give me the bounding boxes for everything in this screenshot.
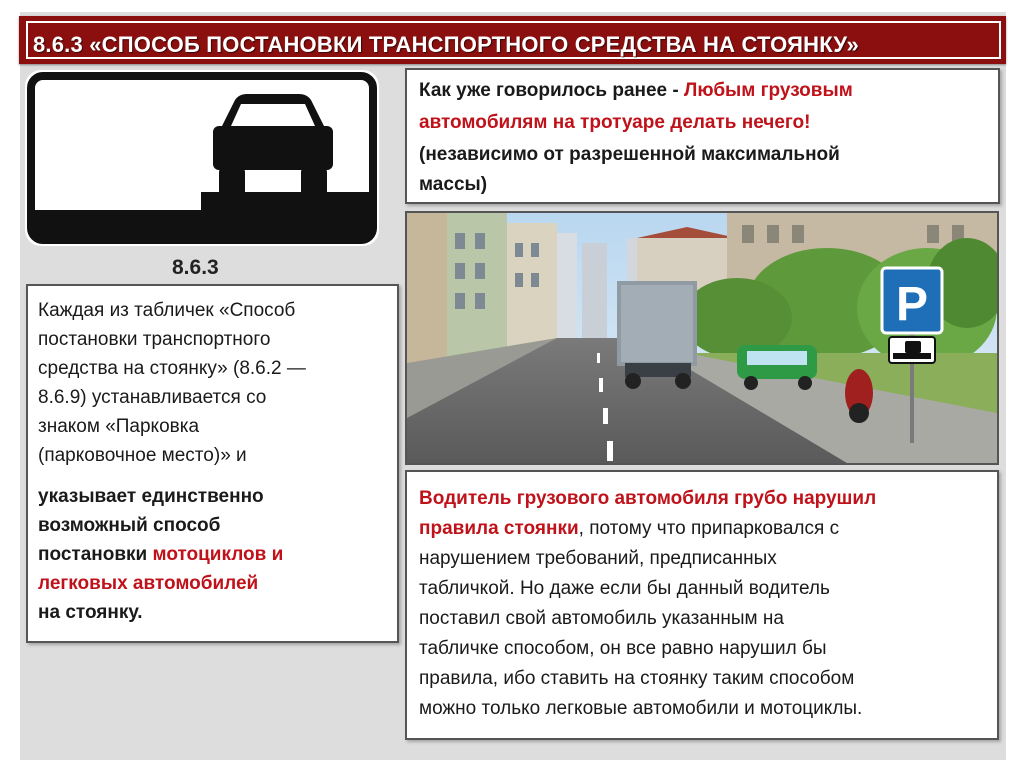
text-line: правила, ибо ставить на стоянку таким способом (419, 668, 855, 689)
car-on-sidewalk-plate-icon (25, 70, 379, 246)
text-line: табличке способом, он все равно нарушил бы (419, 638, 827, 659)
text-line: (парковочное место)» и (38, 445, 247, 466)
text-line-bold: на стоянку. (38, 602, 143, 623)
text-line: средства на стоянку» (8.6.2 — (38, 358, 306, 379)
parking-sign-letter: P (895, 278, 929, 331)
street-scene-truck-on-sidewalk-image (405, 211, 999, 465)
sign-number: 8.6.3 (172, 256, 219, 279)
page-title: 8.6.3 «СПОСОБ ПОСТАНОВКИ ТРАНСПОРТНОГО СРЕДСТВА НА СТОЯНКУ» (33, 32, 859, 57)
text-line-red: легковых автомобилей (38, 573, 259, 594)
text-line-mixed (419, 514, 839, 543)
text-line-red: автомобилям на тротуаре делать нечего! (419, 112, 811, 133)
text-line-bold: возможный способ (38, 515, 221, 536)
text-line: 8.6.9) устанавливается со (38, 387, 267, 408)
bottom-right-text-box (405, 470, 999, 740)
text-line-bold: указывает единственно (38, 486, 264, 507)
sign-plate (25, 70, 379, 246)
left-text-box (26, 284, 399, 643)
text-red-span: мотоциклов и (152, 544, 284, 565)
text-span: , потому что припарковался с (578, 518, 840, 539)
text-line-bold: массы) (419, 174, 488, 195)
text-line-bold: (независимо от разрешенной максимальной (419, 144, 840, 165)
text-line: поставил свой автомобиль указанным на (419, 608, 784, 629)
text-line-red: Водитель грузового автомобиля грубо нарушил (419, 488, 877, 509)
text-line: нарушением требований, предписанных (419, 548, 777, 569)
text-red-span: правила стоянки (419, 518, 579, 539)
text-line: знаком «Парковка (38, 416, 200, 437)
text-line: табличкой. Но даже если бы данный водитель (419, 578, 830, 599)
text-bold-span: постановки (38, 544, 153, 565)
text-red-span: Любым грузовым (684, 80, 853, 101)
text-line: постановки транспортного (38, 329, 271, 350)
title-bar (19, 16, 1006, 64)
intro-text: Как уже говорилось ранее - (419, 80, 685, 101)
top-right-text-box (405, 68, 1000, 204)
text-line: Каждая из табличек «Способ (38, 300, 296, 321)
text-line-mixed (38, 540, 283, 569)
text-line-mixed (419, 76, 853, 105)
text-line: можно только легковые автомобили и мотоциклы. (419, 698, 863, 719)
